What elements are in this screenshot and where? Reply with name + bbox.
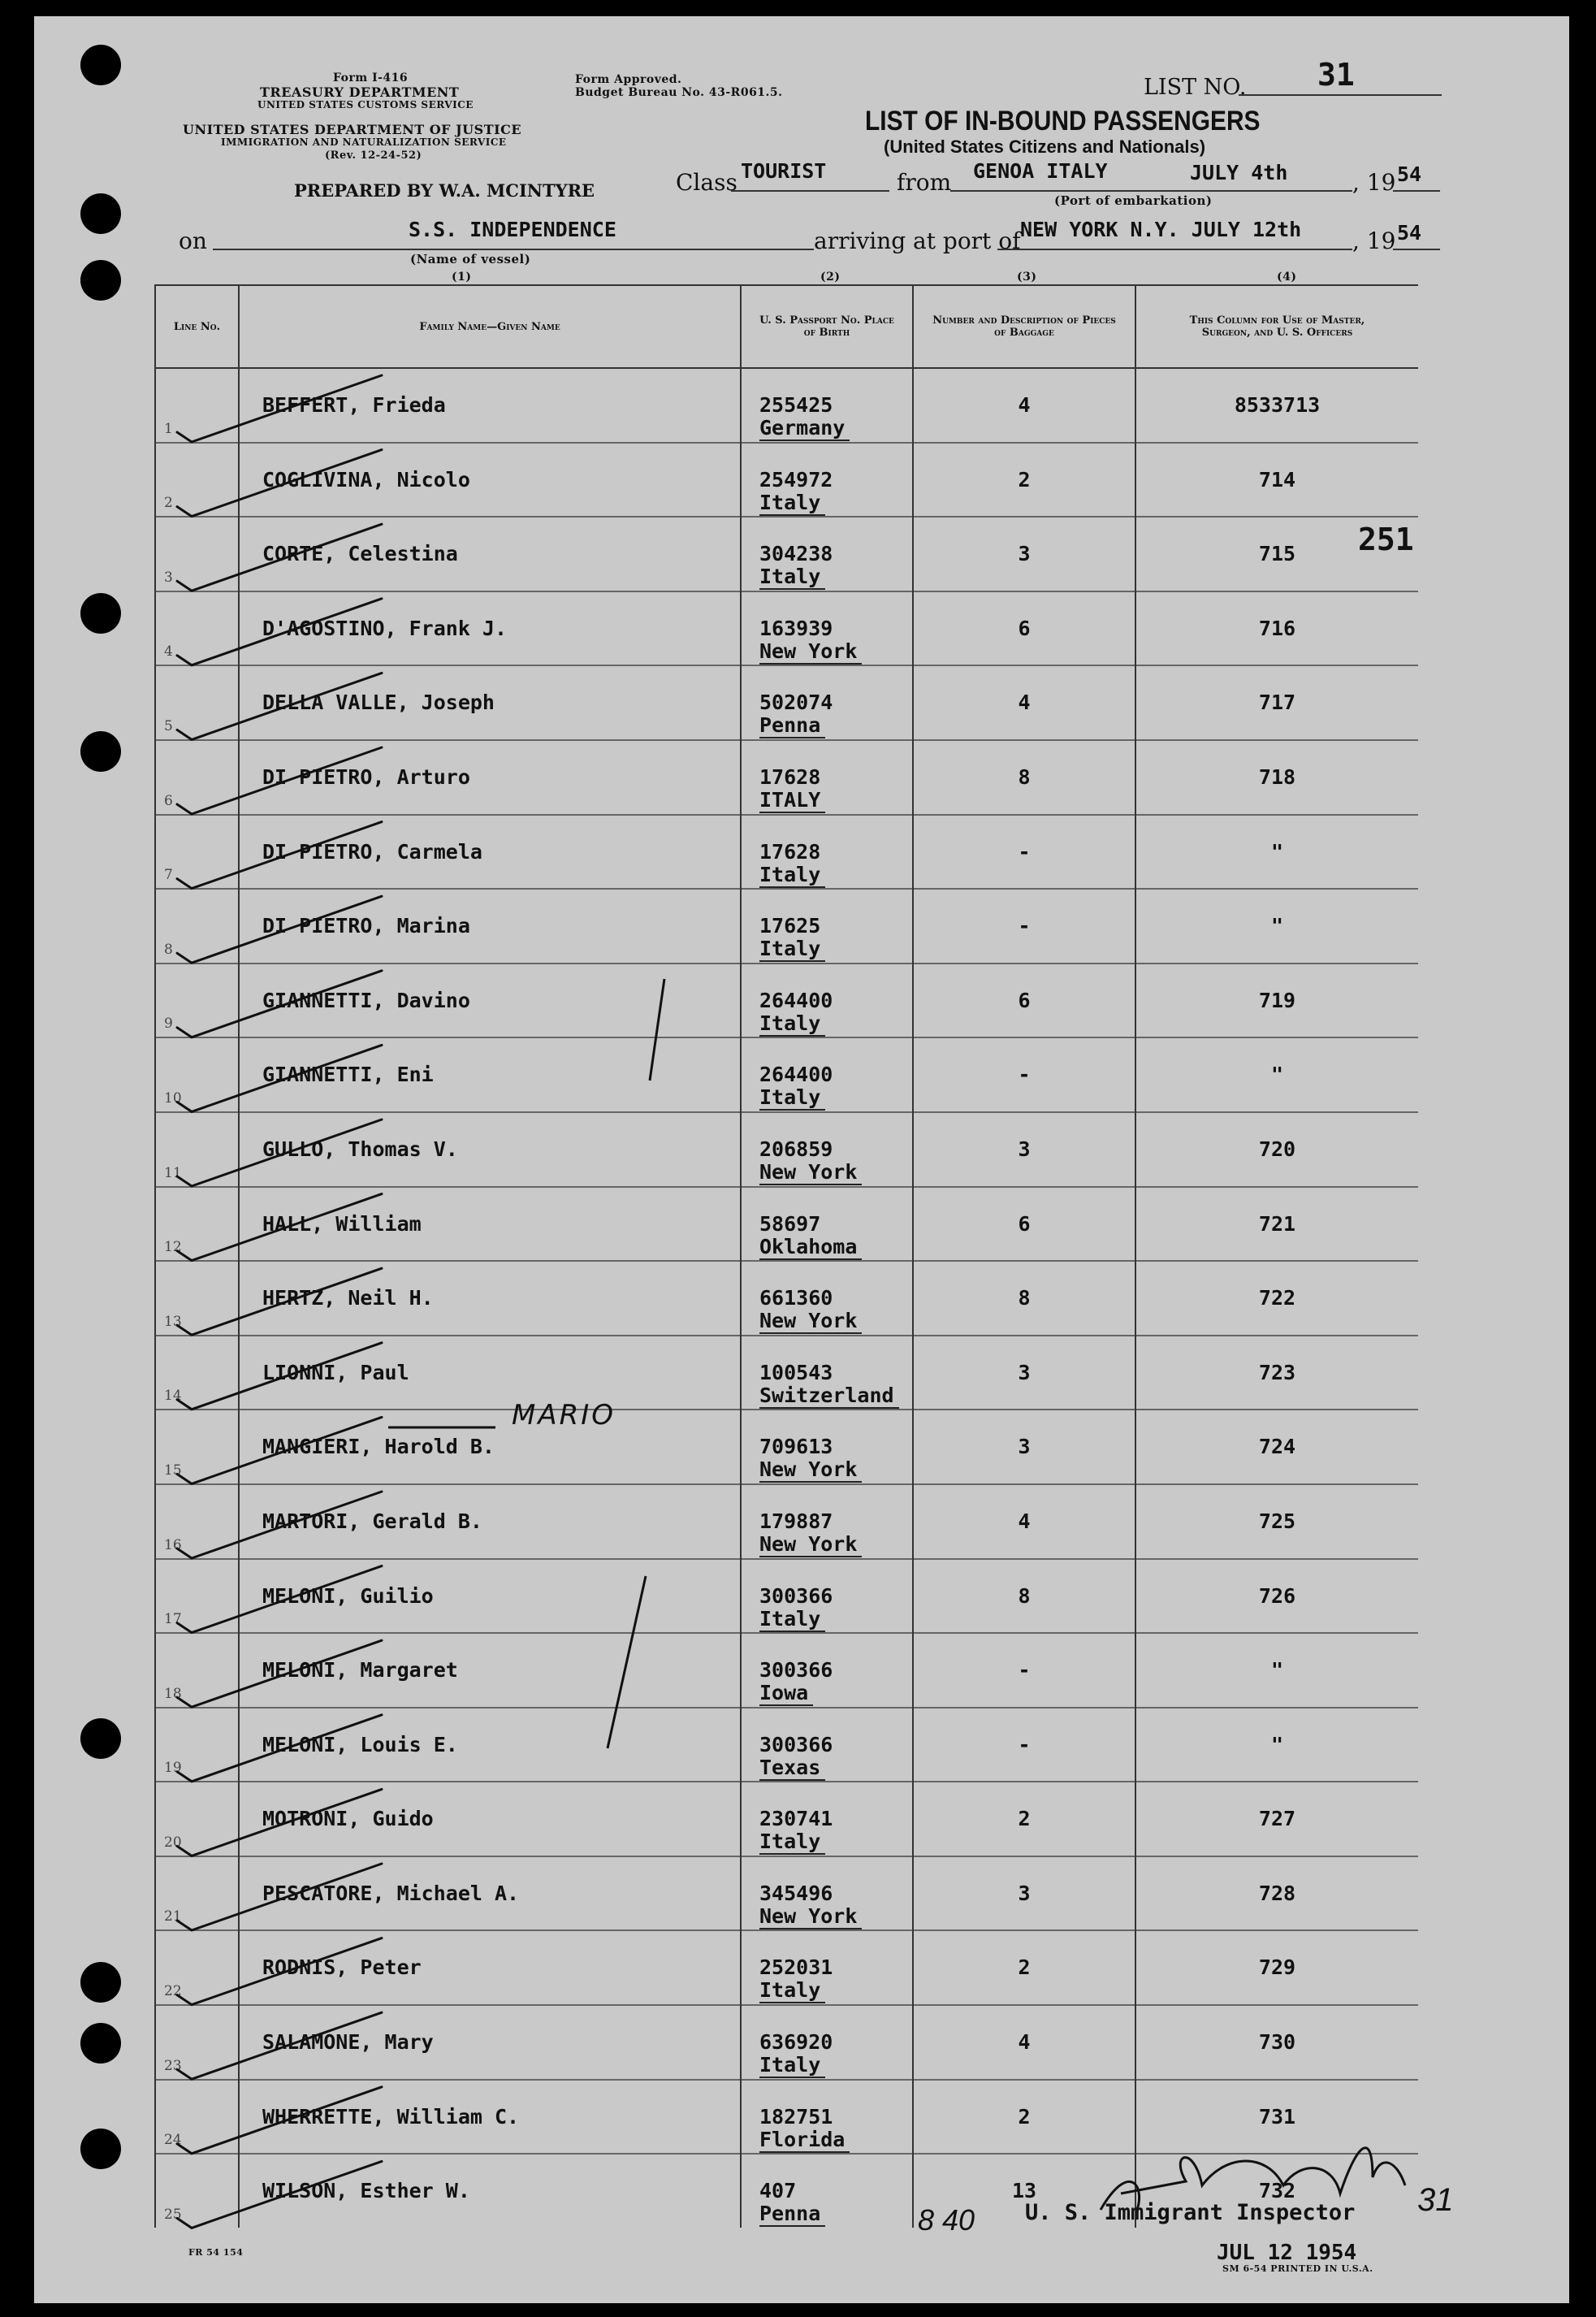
check-mark (177, 2012, 382, 2079)
passenger-name: PESCATORE, Michael A. (262, 1881, 520, 1905)
check-mark (177, 450, 382, 517)
officer-number: 8533713 (1234, 393, 1321, 417)
baggage-count: 3 (1018, 1881, 1031, 1905)
officer-number: " (1270, 914, 1284, 938)
form-revision: (Rev. 12-24-52) (325, 149, 422, 162)
from-year: 54 (1397, 162, 1422, 186)
passport-number: 407 (759, 2179, 797, 2203)
ins-label: IMMIGRATION AND NATURALIZATION SERVICE (221, 136, 507, 148)
baggage-count: 3 (1018, 1435, 1031, 1459)
form-approved: Form Approved. (575, 73, 682, 86)
check-mark (177, 1417, 382, 1483)
arrival-value: NEW YORK N.Y. JULY 12th (1020, 218, 1302, 241)
inspector-stamp: U. S. Immigrant Inspector (1025, 2200, 1356, 2225)
check-mark (177, 599, 382, 665)
margin-number: 251 (1358, 522, 1414, 557)
baggage-count: 6 (1018, 616, 1031, 640)
passport-number: 300366 (759, 1658, 833, 1683)
line-number: 2 (164, 495, 173, 512)
check-mark (177, 1268, 382, 1335)
officer-number: 715 (1258, 542, 1296, 566)
arrival-year: 54 (1397, 221, 1422, 245)
passport-number: 206859 (759, 1137, 833, 1161)
place-of-birth: Iowa (759, 1681, 813, 1706)
place-of-birth: New York (759, 1309, 862, 1334)
officer-number: 732 (1258, 2179, 1296, 2203)
officer-number: 718 (1258, 764, 1296, 789)
line-number: 10 (164, 1089, 182, 1107)
place-of-birth: Italy (759, 2053, 825, 2078)
place-of-birth: Italy (759, 1011, 825, 1037)
line-number: 1 (164, 420, 173, 437)
check-mark (177, 375, 382, 442)
from-date: JULY 4th (1190, 161, 1288, 184)
vessel-caption: (Name of vessel) (410, 252, 531, 266)
check-mark (177, 2161, 382, 2228)
vessel-name: S.S. INDEPENDENCE (409, 218, 616, 241)
arriving-label: arriving at port of (814, 227, 1021, 254)
inspector-number: 31 (1417, 2182, 1454, 2218)
passport-number: 502074 (759, 691, 833, 715)
officer-number: 729 (1258, 1955, 1296, 1980)
column-header-name: Family Name—Given Name (239, 285, 741, 368)
line-number: 5 (164, 717, 173, 734)
baggage-count: - (1018, 839, 1031, 864)
passport-number: 254972 (759, 467, 833, 492)
class-label: Class (676, 169, 737, 196)
officer-number: 730 (1258, 2030, 1296, 2055)
check-mark (177, 1194, 382, 1261)
handwritten-note: 8 40 (918, 2203, 975, 2237)
department-of-justice: UNITED STATES DEPARTMENT OF JUSTICE (183, 122, 522, 137)
passport-number: 304238 (759, 542, 833, 566)
line-number: 3 (164, 569, 173, 586)
place-of-birth: Italy (759, 1830, 825, 1855)
line-number: 21 (164, 1908, 182, 1925)
officer-number: " (1270, 839, 1284, 864)
place-of-birth: Oklahoma (759, 1235, 862, 1260)
baggage-count: 8 (1018, 764, 1031, 789)
list-no-label: LIST NO. (1144, 75, 1247, 100)
line-number: 4 (164, 643, 173, 660)
officer-number: 714 (1258, 467, 1296, 492)
tick-mark (608, 1576, 646, 1748)
passport-number: 182751 (759, 2104, 833, 2129)
passport-number: 252031 (759, 1955, 833, 1980)
place-of-birth: Florida (759, 2128, 850, 2153)
passenger-name: BEFFERT, Frieda (262, 393, 446, 417)
baggage-count: 6 (1018, 1211, 1031, 1236)
place-of-birth: ITALY (759, 788, 825, 813)
check-mark (177, 971, 382, 1037)
page-title: LIST OF IN-BOUND PASSENGERS (865, 106, 1261, 136)
check-mark (177, 1715, 382, 1782)
line-number: 16 (164, 1536, 182, 1553)
place-of-birth: New York (759, 1160, 862, 1185)
check-mark (177, 1864, 382, 1930)
baggage-count: 4 (1018, 691, 1031, 715)
officer-number: 719 (1258, 988, 1296, 1012)
passenger-name: HERTZ, Neil H. (262, 1286, 434, 1310)
baggage-count: 4 (1018, 2030, 1031, 2055)
passport-number: 264400 (759, 988, 833, 1012)
passenger-name: D'AGOSTINO, Frank J. (262, 616, 508, 640)
passenger-name: MARTORI, Gerald B. (262, 1509, 482, 1533)
footer-printed: SM 6-54 PRINTED IN U.S.A. (1222, 2263, 1373, 2274)
column-header-passport: U. S. Passport No. Place of Birth (741, 285, 913, 368)
baggage-count: 13 (1011, 2179, 1037, 2203)
check-mark (177, 1640, 382, 1707)
passport-number: 345496 (759, 1881, 833, 1905)
passport-number: 100543 (759, 1360, 833, 1384)
passenger-name: DI PIETRO, Arturo (262, 764, 470, 789)
line-number: 7 (164, 867, 173, 884)
passenger-name: MELONI, Louis E. (262, 1732, 458, 1756)
officer-number: " (1270, 1732, 1284, 1756)
page-subtitle: (United States Citizens and Nationals) (884, 136, 1206, 157)
passenger-name: GULLO, Thomas V. (262, 1137, 458, 1161)
check-mark (177, 1045, 382, 1111)
line-number: 23 (164, 2057, 182, 2074)
place-of-birth: Italy (759, 1978, 825, 2003)
passenger-name: HALL, William (262, 1211, 422, 1236)
place-of-birth: Germany (759, 416, 850, 441)
baggage-count: 4 (1018, 1509, 1031, 1533)
officer-number: 716 (1258, 616, 1296, 640)
passport-number: 163939 (759, 616, 833, 640)
place-of-birth: Switzerland (759, 1384, 899, 1409)
column-number-1: (1) (452, 271, 472, 284)
passenger-name: CORTE, Celestina (262, 542, 458, 566)
passenger-name: LIONNI, Paul (262, 1360, 409, 1384)
passport-number: 636920 (759, 2030, 833, 2055)
line-number: 20 (164, 1834, 182, 1851)
officer-number: 724 (1258, 1435, 1296, 1459)
tick-mark (650, 979, 664, 1081)
on-label: on (179, 227, 207, 254)
signature (1101, 2148, 1405, 2210)
line-number: 14 (164, 1388, 182, 1405)
passenger-name: GIANNETTI, Davino (262, 988, 470, 1012)
officer-number: 725 (1258, 1509, 1296, 1533)
passenger-name: DI PIETRO, Carmela (262, 839, 482, 864)
line-number: 15 (164, 1462, 182, 1479)
baggage-count: 3 (1018, 542, 1031, 566)
baggage-count: 6 (1018, 988, 1031, 1012)
handwritten-mario: MARIO (512, 1399, 616, 1431)
line-number: 17 (164, 1611, 182, 1628)
passenger-name: MOTRONI, Guido (262, 1807, 434, 1831)
line-number: 24 (164, 2132, 182, 2149)
place-of-birth: Penna (759, 2202, 825, 2227)
list-number: 31 (1317, 57, 1355, 93)
line-number: 18 (164, 1685, 182, 1702)
officer-number: 728 (1258, 1881, 1296, 1905)
place-of-birth: Italy (759, 1085, 825, 1111)
passport-number: 179887 (759, 1509, 833, 1533)
check-mark (177, 1789, 382, 1856)
from-label: from (897, 169, 952, 196)
passenger-name: SALAMONE, Mary (262, 2030, 434, 2055)
from-year-prefix: , 19 (1352, 169, 1396, 196)
check-mark (177, 1492, 382, 1558)
passenger-name: COGLIVINA, Nicolo (262, 467, 470, 492)
place-of-birth: New York (759, 1532, 862, 1557)
passport-number: 17628 (759, 839, 821, 864)
passport-number: 709613 (759, 1435, 833, 1459)
baggage-count: 2 (1018, 1955, 1031, 1980)
officer-number: 731 (1258, 2104, 1296, 2129)
treasury-department: TREASURY DEPARTMENT (260, 84, 460, 100)
budget-bureau: Budget Bureau No. 43-R061.5. (575, 86, 783, 99)
officer-number: " (1270, 1658, 1284, 1683)
check-mark (177, 524, 382, 591)
prepared-by: PREPARED BY W.A. MCINTYRE (294, 180, 595, 201)
officer-number: " (1270, 1063, 1284, 1087)
passport-number: 255425 (759, 393, 833, 417)
passport-number: 661360 (759, 1286, 833, 1310)
baggage-count: 3 (1018, 1360, 1031, 1384)
passenger-name: DI PIETRO, Marina (262, 914, 470, 938)
check-mark (177, 896, 382, 963)
column-header-line-no: Line No. (155, 285, 239, 368)
arrival-year-prefix: , 19 (1352, 227, 1396, 254)
footer-form-code: FR 54 154 (188, 2247, 244, 2258)
officer-number: 717 (1258, 691, 1296, 715)
baggage-count: 8 (1018, 1583, 1031, 1608)
line-number: 6 (164, 792, 173, 809)
passenger-name: MELONI, Margaret (262, 1658, 458, 1683)
check-mark (177, 1566, 382, 1633)
line-number: 12 (164, 1239, 182, 1256)
passport-number: 58697 (759, 1211, 821, 1236)
baggage-count: - (1018, 1732, 1031, 1756)
baggage-count: 2 (1018, 467, 1031, 492)
place-of-birth: Penna (759, 713, 825, 738)
passenger-name: DELLA VALLE, Joseph (262, 691, 495, 715)
baggage-count: 4 (1018, 393, 1031, 417)
officer-number: 723 (1258, 1360, 1296, 1384)
line-number: 13 (164, 1313, 182, 1330)
check-mark (177, 1938, 382, 2005)
from-port: GENOA ITALY (973, 159, 1108, 183)
column-number-3: (3) (1017, 271, 1037, 284)
baggage-count: - (1018, 1658, 1031, 1683)
place-of-birth: Italy (759, 491, 825, 516)
passport-number: 300366 (759, 1732, 833, 1756)
line-number: 19 (164, 1760, 182, 1777)
check-mark (177, 822, 382, 889)
baggage-count: - (1018, 914, 1031, 938)
class-value: TOURIST (741, 159, 827, 183)
place-of-birth: Italy (759, 863, 825, 888)
place-of-birth: Italy (759, 1607, 825, 1632)
place-of-birth: New York (759, 1457, 862, 1483)
place-of-birth: Italy (759, 937, 825, 962)
passport-number: 17628 (759, 764, 821, 789)
officer-number: 721 (1258, 1211, 1296, 1236)
check-mark (177, 673, 382, 739)
passport-number: 230741 (759, 1807, 833, 1831)
line-number: 11 (164, 1164, 182, 1181)
check-mark (177, 1120, 382, 1186)
baggage-count: 2 (1018, 2104, 1031, 2129)
customs-service: UNITED STATES CUSTOMS SERVICE (257, 99, 474, 110)
officer-number: 726 (1258, 1583, 1296, 1608)
passenger-name: WILSON, Esther W. (262, 2179, 470, 2203)
passenger-name: GIANNETTI, Eni (262, 1063, 434, 1087)
check-mark (177, 747, 382, 814)
place-of-birth: Italy (759, 565, 825, 590)
column-number-4: (4) (1277, 271, 1297, 284)
baggage-count: 3 (1018, 1137, 1031, 1161)
passenger-name: MANGIERI, Harold B. (262, 1435, 495, 1459)
passport-number: 264400 (759, 1063, 833, 1087)
column-header-baggage: Number and Description of Pieces of Baggage (913, 285, 1135, 368)
place-of-birth: Texas (759, 1756, 825, 1781)
passport-number: 300366 (759, 1583, 833, 1608)
officer-number: 727 (1258, 1807, 1296, 1831)
passenger-name: MELONI, Guilio (262, 1583, 434, 1608)
place-of-birth: New York (759, 1904, 862, 1929)
line-number: 8 (164, 941, 173, 958)
place-of-birth: New York (759, 639, 862, 665)
passenger-name: WHERRETTE, William C. (262, 2104, 520, 2129)
port-caption: (Port of embarkation) (1054, 193, 1213, 208)
check-mark (177, 2087, 382, 2154)
officer-number: 722 (1258, 1286, 1296, 1310)
line-number: 9 (164, 1016, 173, 1033)
column-header-officers: This Column for Use of Master, Surgeon, and U. S. Officers (1135, 285, 1418, 368)
baggage-count: - (1018, 1063, 1031, 1087)
passport-number: 17625 (759, 914, 821, 938)
column-number-2: (2) (820, 271, 841, 284)
officer-number: 720 (1258, 1137, 1296, 1161)
form-number: Form I-416 (333, 71, 409, 84)
line-number: 22 (164, 1983, 182, 2000)
check-mark (177, 1343, 382, 1410)
date-stamp: JUL 12 1954 (1217, 2241, 1357, 2265)
line-number: 25 (164, 2206, 182, 2223)
baggage-count: 2 (1018, 1807, 1031, 1831)
passenger-name: RODNIS, Peter (262, 1955, 422, 1980)
baggage-count: 8 (1018, 1286, 1031, 1310)
